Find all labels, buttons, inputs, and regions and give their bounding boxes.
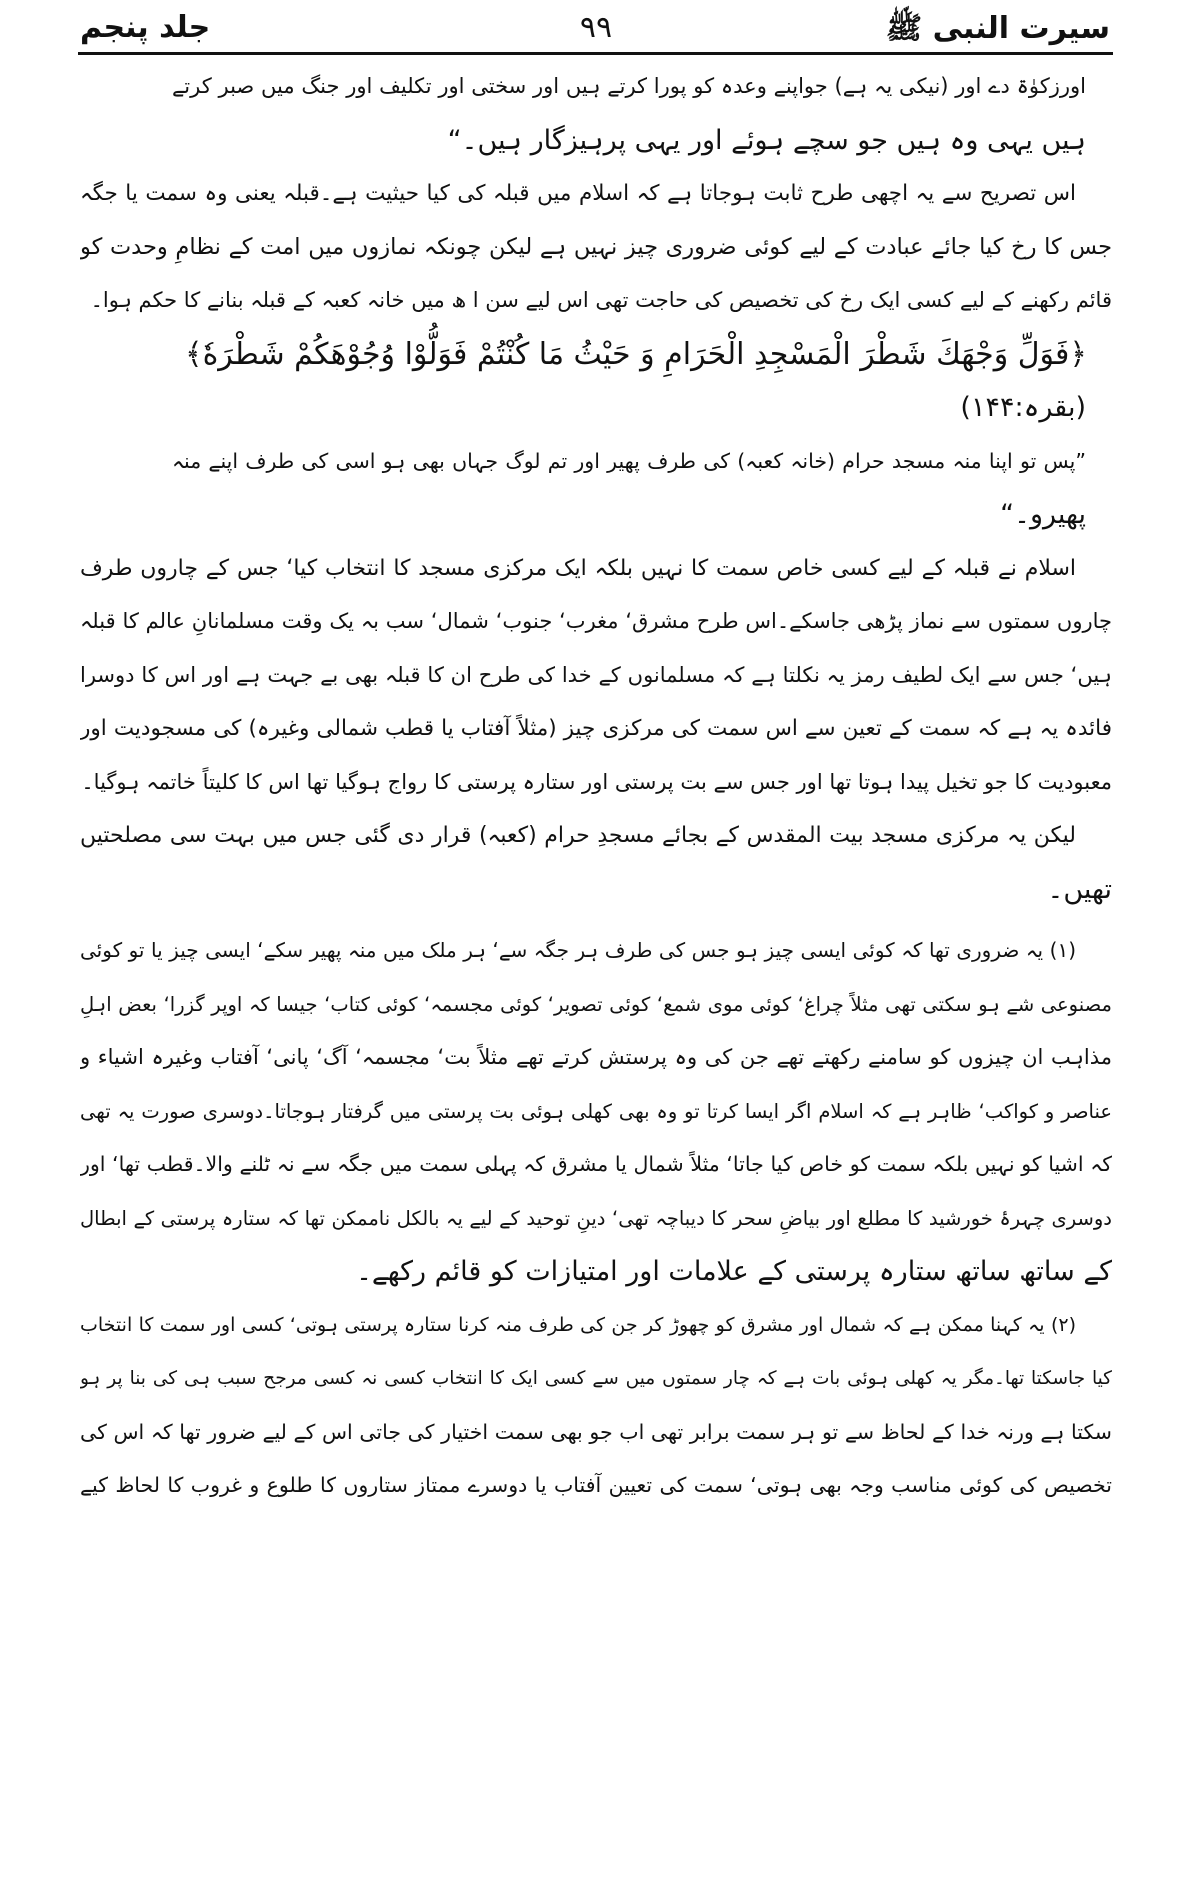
paragraph-line: قائم رکھنے کے لیے کسی ایک رخ کی تخصیص کی حاجت تھی اس لیے سن ا ھ میں خانہ کعبہ کے قبلہ بنانے کا حکم ہوا۔: [90, 288, 1112, 312]
book-title: سیرت النبی ﷺ: [885, 11, 1110, 46]
quote-line: اورزکوٰۃ دے اور (نیکی یہ ہے) جواپنے وعدہ کو پورا کرتے ہیں اور سختی اور تکلیف اور جنگ میں صبر کرتے: [172, 74, 1086, 98]
translation-line: ”پس تو اپنا منہ مسجد حرام (خانہ کعبہ) کی طرف پھیر اور تم لوگ جہاں بھی ہو اسی کی طرف اپنے منہ: [172, 448, 1086, 473]
paragraph-line: (۲) یہ کہنا ممکن ہے کہ شمال اور مشرق کو چھوڑ کر جن کی طرف منہ کرنا ستارہ پرستی ہوتی‘ کسی اور سمت کا انتخاب: [80, 1313, 1076, 1336]
paragraph-line: سکتا ہے ورنہ خدا کے لحاظ سے تو ہر سمت برابر تھی اب جو بھی سمت اختیار کی جاتی اس کے لیے ضرور تھا کہ اس کی: [80, 1419, 1112, 1444]
paragraph-line: لیکن یہ مرکزی مسجد بیت المقدس کے بجائے مسجدِ حرام (کعبہ) قرار دی گئی جس میں بہت سی مصلحتیں: [80, 823, 1076, 848]
paragraph-line: مصنوعی شے ہو سکتی تھی مثلاً چراغ‘ کوئی موی شمع‘ کوئی تصویر‘ کوئی مجسمہ‘ کوئی کتاب‘ جیسا کہ اوپر گزرا‘ بعض اہلِ: [80, 992, 1112, 1016]
page-number: ۹۹: [579, 10, 613, 45]
paragraph-line: فائدہ یہ ہے کہ سمت کے تعین سے اس سمت کی مرکزی چیز (مثلاً آفتاب یا قطب شمالی وغیرہ) کی مسجودیت اور: [80, 716, 1112, 741]
quote-line: ہیں یہی وہ ہیں جو سچے ہوئے اور یہی پرہیزگار ہیں۔“: [447, 124, 1086, 156]
paragraph-line: کہ اشیا کو نہیں بلکہ سمت کو خاص کیا جاتا‘ مثلاً شمال یا مشرق کہ پہلی سمت میں جگہ سے نہ ٹلنے والا۔قطب تھا‘ اور: [80, 1152, 1112, 1176]
header-rule: [78, 52, 1113, 55]
paragraph-line: کیا جاسکتا تھا۔مگر یہ کھلی ہوئی بات ہے کہ چار سمتوں میں سے کسی ایک کا انتخاب کسی نہ کسی مرجح سبب ہی کی بنا پر ہو: [80, 1368, 1112, 1389]
paragraph-line: تھیں۔: [1047, 873, 1112, 905]
paragraph-line: اسلام نے قبلہ کے لیے کسی خاص سمت کا نہیں بلکہ ایک مرکزی مسجد کا انتخاب کیا‘ جس کے چاروں طرف: [80, 555, 1076, 581]
paragraph-line: دوسری چہرۂ خورشید کا مطلع اور بیاضِ سحر کا دیباچہ تھی‘ دینِ توحید کے لیے یہ بالکل ناممکن تھا کہ ستارہ پرستی کے ابطال: [80, 1206, 1112, 1230]
paragraph-line: ہیں‘ جس سے ایک لطیف رمز یہ نکلتا ہے کہ مسلمانوں کے خدا کی طرح ان کا قبلہ بھی بے جہت ہے اور اس کا دوسرا: [80, 662, 1112, 687]
paragraph-line: عناصر و کواکب‘ ظاہر ہے کہ اسلام اگر ایسا کرتا تو وہ بھی کھلی ہوئی بت پرستی میں گرفتار ہوجاتا۔دوسری صورت یہ تھی: [80, 1099, 1112, 1123]
paragraph-line: معبودیت کا جو تخیل پیدا ہوتا تھا اور جس سے بت پرستی اور ستارہ پرستی کا رواج ہوگیا تھا اس کا کلیتاً خاتمہ ہوگیا۔: [81, 769, 1112, 794]
paragraph-line: کے ساتھ ساتھ ستارہ پرستی کے علامات اور امتیازات کو قائم رکھے۔: [356, 1256, 1112, 1287]
paragraph-line: تخصیص کی کوئی مناسب وجہ بھی ہوتی‘ سمت کی تعیین آفتاب یا دوسرے ممتاز ستاروں کا طلوع و غروب کا لحاظ کیے: [80, 1473, 1112, 1497]
page-body: [80, 60, 1112, 1513]
paragraph-line: جس کا رخ کیا جائے عبادت کے لیے کوئی ضروری چیز نہیں ہے لیکن چونکہ نمازوں میں امت کے نظامِ وحدت کو: [80, 233, 1112, 260]
paragraph-line: مذاہب ان چیزوں کو سامنے رکھتے تھے جن کی وہ پرستش کرتے تھے مثلاً بت‘ مجسمہ‘ آگ‘ پانی‘ آفتاب وغیرہ اشیاء و: [80, 1045, 1112, 1069]
translation-line: پھیرو۔“: [1000, 499, 1086, 530]
quran-verse: ﴿فَوَلِّ وَجْهَكَ شَطْرَ الْمَسْجِدِ الْحَرَامِ وَ حَيْثُ مَا كُنْتُمْ فَوَلُّوْا وُجُوْهَكُمْ شَطْرَهٗ﴾: [185, 336, 1087, 372]
paragraph-line: چاروں سمتوں سے نماز پڑھی جاسکے۔اس طرح مشرق‘ مغرب‘ جنوب‘ شمال‘ سب بہ یک وقت مسلمانانِ عالم کا قبلہ: [80, 609, 1112, 633]
paragraph-line: اس تصریح سے یہ اچھی طرح ثابت ہوجاتا ہے کہ اسلام میں قبلہ کی کیا حیثیت ہے۔قبلہ یعنی وہ سمت یا جگہ: [80, 181, 1076, 206]
verse-reference: (بقرہ:۱۴۴): [960, 392, 1086, 423]
paragraph-line: (۱) یہ ضروری تھا کہ کوئی ایسی چیز ہو جس کی طرف ہر جگہ سے‘ ہر ملک میں منہ پھیر سکے‘ ایسی چیز یا تو کوئی: [80, 938, 1076, 962]
volume-label: جلد پنجم: [80, 10, 211, 45]
